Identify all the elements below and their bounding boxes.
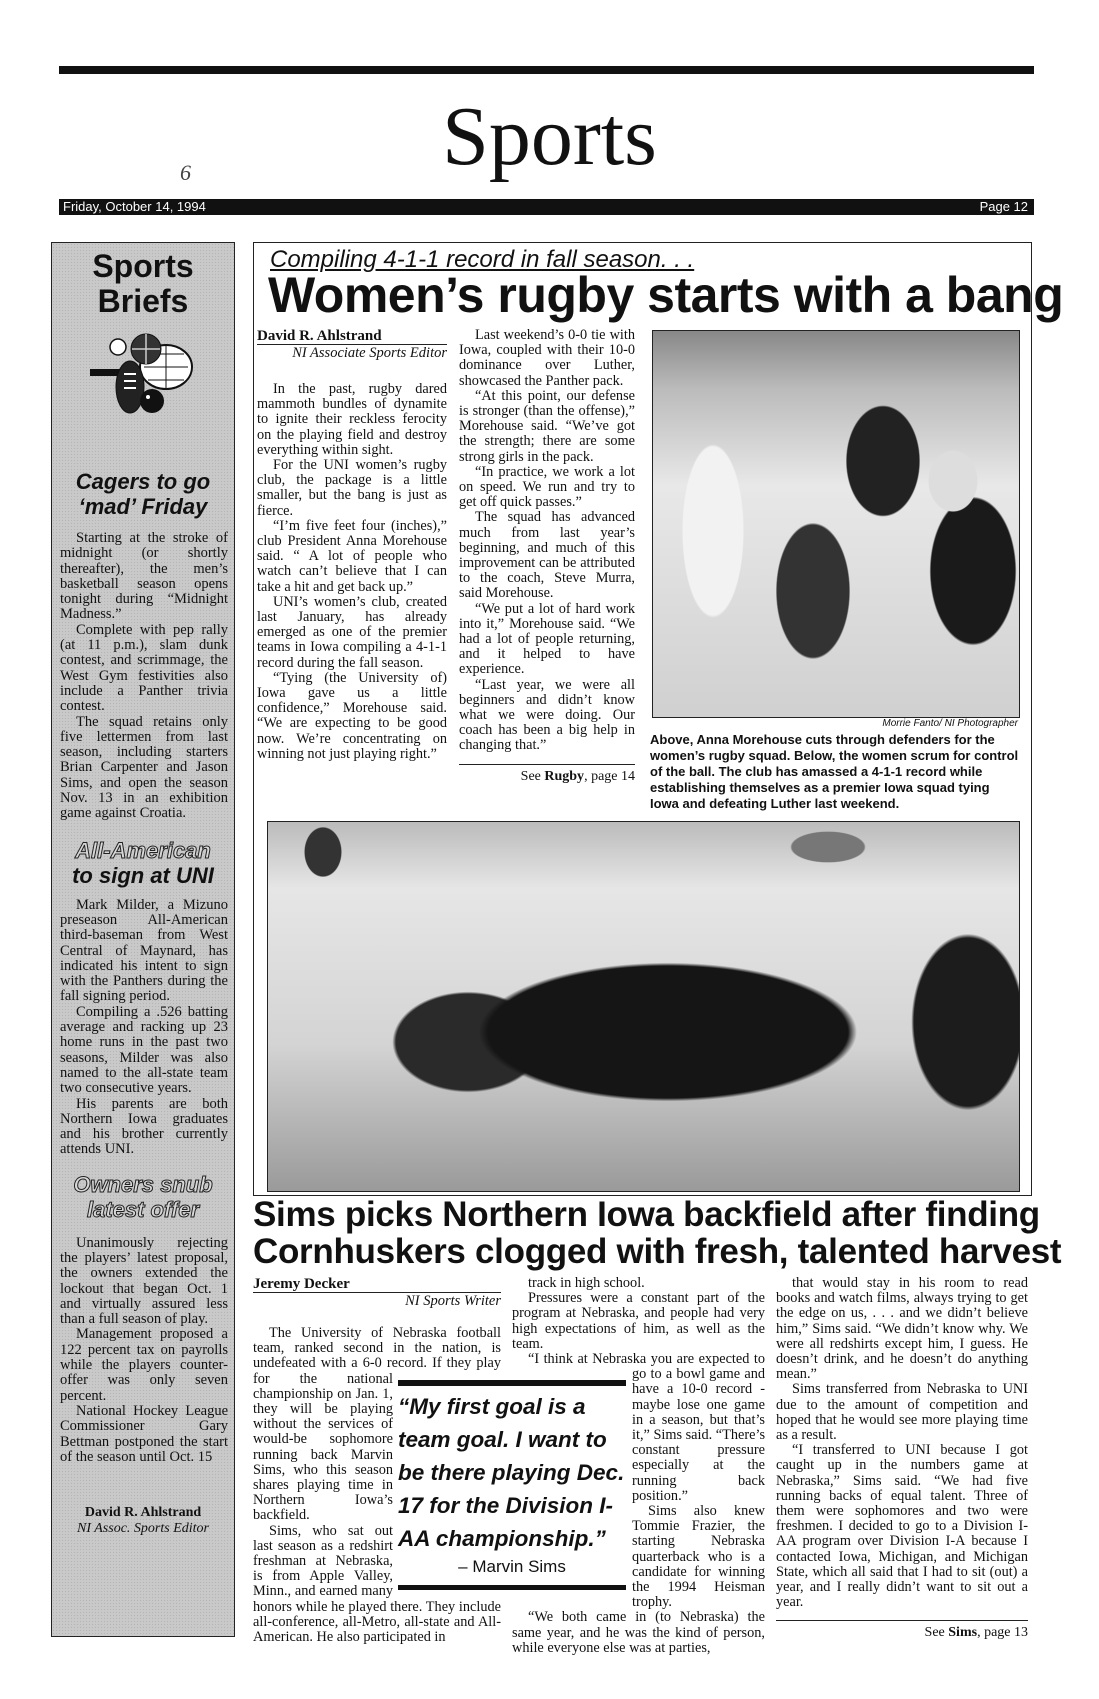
paragraph: “We both came in (to Nebraska) the same year, and he was the kind of person, while everyone else was at parties, [512, 1609, 765, 1656]
pull-quote-attribution: – Marvin Sims [458, 1557, 566, 1576]
paragraph: For the UNI women’s rugby club, the package is a little smaller, but the bang is just as fierce. [257, 457, 447, 519]
sports-briefs-sidebar [51, 242, 235, 1637]
paragraph: The squad retains only five lettermen from last season, including starters Brian Carpenter and Jason Sims, and open the season Nov. 13 in an exhibition game against Croatia. [60, 713, 228, 822]
brief-body [52, 1236, 234, 1465]
paragraph: Unanimously rejecting the players’ latest proposal, the owners extended the lockout that began Oct. 1 and virtually assured less than a full season of play. [60, 1234, 228, 1328]
issue-date: Friday, October 14, 1994 [63, 199, 206, 214]
sports-balls-icon [88, 329, 198, 419]
paragraph: In the past, rugby dared mammoth bundles of dynamite to ignite their reckless ferocity on the playing field and destroy everything within sight. [257, 381, 447, 458]
paragraph: “In practice, we work a lot on speed. We run and try to get off quick passes.” [459, 463, 635, 511]
brief-headline-line: to sign at UNI [72, 862, 214, 888]
paragraph: “At this point, our defense is stronger (than the offense),” Morehouse said. “We’ve got the strength; there are some strong girls in the pack. [459, 387, 635, 465]
paragraph: Sims also knew Tommie Frazier, the starting Nebraska quarterback who is a candidate for winning the 1994 Heisman trophy. [632, 1503, 765, 1611]
rugby-column-text [459, 328, 635, 754]
rugby-column-text [257, 382, 447, 762]
pull-quote [398, 1380, 626, 1590]
paragraph: The squad has advanced much from last year’s beginning, and much of this improvement can be attributed to the coach, Steve Murra, said Morehouse. [459, 509, 635, 602]
top-rule [59, 66, 1034, 74]
paragraph: UNI’s women’s club, created last January, has already emerged as one of the premier teams in Iowa compiling a 4-1-1 record during the fall season. [257, 593, 447, 671]
brief-headline-line: latest offer [86, 1196, 200, 1222]
brief-headline-line: All-American [75, 837, 211, 863]
sidebar-title-line: Sports [92, 248, 194, 284]
paragraph: The University of Nebraska football team, ranked second in the nation, is undefeated with a 6-0 record. If they play for the national championship on Jan. 1, they will be playing without the services of would-be sophomore running back Marvin Sims, who this season shares playing time in Northern Iowa’s backfield. [253, 1325, 501, 1524]
paragraph: “Tying (the University of) Iowa gave us a little confidence,” Morehouse said. “We are expecting to be good now. We’re concentrating on winning not just playing right.” [257, 669, 447, 762]
margin-mark: 6 [180, 160, 191, 185]
paragraph: that would stay in his room to read books and watch films, always trying to get the edge on us, . . . and we didn’t believe him,” Sims said. “We didn’t know why. We were all redshirts except him, I guess. He doesn’t drink, and he doesn’t do anything mean.” [776, 1275, 1028, 1383]
sims-byline-title: NI Sports Writer [405, 1293, 501, 1309]
sims-byline: Jeremy Decker [253, 1276, 501, 1293]
sims-headline-line: Cornhuskers clogged with fresh, talented harvest [253, 1232, 1062, 1271]
paragraph: track in high school. [528, 1275, 645, 1291]
paragraph: Pressures were a constant part of the program at Nebraska, and people had very high expectations of him, as well as the team. [512, 1290, 765, 1352]
rugby-headline: Women’s rugby starts with a bang [268, 267, 1064, 323]
rugby-byline: David R. Ahlstrand [257, 328, 447, 345]
sims-column-3 [776, 1276, 1028, 1641]
rugby-column-1 [257, 328, 447, 762]
rugby-photo-scrum [267, 821, 1020, 1192]
brief-headline-line: Owners snub [73, 1171, 213, 1197]
rugby-byline-title: NI Associate Sports Editor [292, 345, 447, 361]
sims-jump-link[interactable] [776, 1620, 1028, 1640]
brief-headline [56, 1172, 230, 1222]
paragraph: National Hockey League Commissioner Gary Bettman postponed the start of the season until Oct. 15 [60, 1402, 228, 1465]
brief-body [52, 531, 234, 822]
date-bar [59, 199, 1034, 215]
rugby-column-2 [459, 328, 635, 784]
paragraph: “I’m five feet four (inches),” club President Anna Morehouse said. “ A lot of people who watch can’t believe that I can take a hit and get back up.” [257, 517, 447, 595]
photo-credit: Morrie Fanto/ NI Photographer [882, 718, 1018, 729]
brief-headline [56, 469, 230, 519]
brief-headline-line: ‘mad’ Friday [78, 494, 208, 519]
sidebar-byline: David R. Ahlstrand [84, 1505, 202, 1521]
sims-column-text [776, 1276, 1028, 1610]
brief-headline [56, 838, 230, 888]
paragraph: His parents are both Northern Iowa graduates and his brother currently attends UNI. [60, 1095, 228, 1158]
paragraph: Sims, who sat out last season as a redshirt freshman at Nebraska, is from Apple Valley, Minn., and earned many honors while he played there. They include all-conference, all-Metro, all-state and All-American. He also participated in [253, 1522, 501, 1646]
jump-word: Rugby [544, 768, 585, 784]
rugby-photo-runner [652, 330, 1020, 718]
paragraph: “I transferred to UNI because I got caught up in the numbers game at Nebraska,” Sims said. “We had five running backs of equal talent. Three of them were sophomores and two were freshmen. I decided to go to a Division I-AA program over Division I-A because I contacted Iowa, Michigan, and Michigan State, which all said that I had to sit (out) a year, and I really didn’t want to sit out a year. [776, 1442, 1028, 1611]
paragraph: Last weekend’s 0-0 tie with Iowa, coupled with their 10-0 dominance over Luther, showcased the Panther pack. [459, 327, 635, 389]
photo-caption: Above, Anna Morehouse cuts through defenders for the women’s rugby squad. Below, the women scrum for control of the ball. The club has amassed a 4-1-1 record while establishing themselves as a premier Iowa squad tying Iowa and defeating Luther last weekend. [650, 732, 1019, 811]
brief-headline-line: Cagers to go [75, 469, 211, 494]
paragraph: Mark Milder, a Mizuno preseason All-American third-baseman from West Central of Maynard, has indicated his intent to sign with the Panthers during the fall signing period. [60, 896, 228, 1005]
paragraph: Starting at the stroke of midnight (or shortly thereafter), the men’s basketball season opens tonight during “Midnight Madness.” [60, 530, 228, 623]
paragraph: “I think at Nebraska you are expected to go to a bowl game and have a 10-0 record - maybe lose one game in a season, but that’s it,” Sims said. “There’s constant pressure especially at the running back position.” [528, 1351, 766, 1504]
paragraph: Compiling a .526 batting average and racking up 23 home runs in the past two seasons, Milder was also named to the all-state team two consecutive years. [60, 1003, 228, 1097]
paragraph: Complete with pep rally (at 11 p.m.), slam dunk contest, and scrimmage, the West Gym festivities also include a Panther trivia contest. [60, 621, 228, 715]
sidebar-byline-title: NI Assoc. Sports Editor [77, 1521, 209, 1537]
pull-quote-rule [398, 1585, 626, 1590]
sidebar-byline-block [52, 1505, 234, 1537]
jump-prefix: See [520, 768, 545, 784]
sims-headline-line: Sims picks Northern Iowa backfield after finding [253, 1195, 1040, 1234]
rugby-jump-link[interactable] [459, 764, 635, 784]
jump-suffix: , page 14 [584, 768, 635, 784]
paragraph: Sims transferred from Nebraska to UNI due to the amount of competition and hoped that he would see more playing time as a result. [776, 1381, 1028, 1444]
paragraph: “We put a lot of hard work into it,” Morehouse said. “We had a lot of people returning, and it helped to have experience. [459, 600, 635, 678]
jump-word: Sims [948, 1625, 978, 1641]
pull-quote-rule [398, 1380, 626, 1386]
page-number: Page 12 [979, 199, 1028, 214]
sims-headline [253, 1196, 1061, 1270]
paragraph: Management proposed a 122 percent tax on payrolls while the players counter-offer was only seven percent. [60, 1326, 228, 1404]
pull-quote-text: “My first goal is a team goal. I want to be there playing Dec. 17 for the Division I-AA championship.” [398, 1394, 625, 1551]
brief-body [52, 898, 234, 1158]
jump-suffix: , page 13 [977, 1625, 1028, 1641]
sidebar-title-line: Briefs [97, 283, 189, 319]
section-title: Sports [442, 90, 657, 183]
rugby-kicker: Compiling 4-1-1 record in fall season. . . [270, 246, 695, 273]
jump-prefix: See [924, 1625, 949, 1641]
paragraph: “Last year, we were all beginners and didn’t know what we were doing. Our coach has been a big help in changing that.” [459, 676, 635, 754]
sidebar-title [52, 249, 234, 319]
